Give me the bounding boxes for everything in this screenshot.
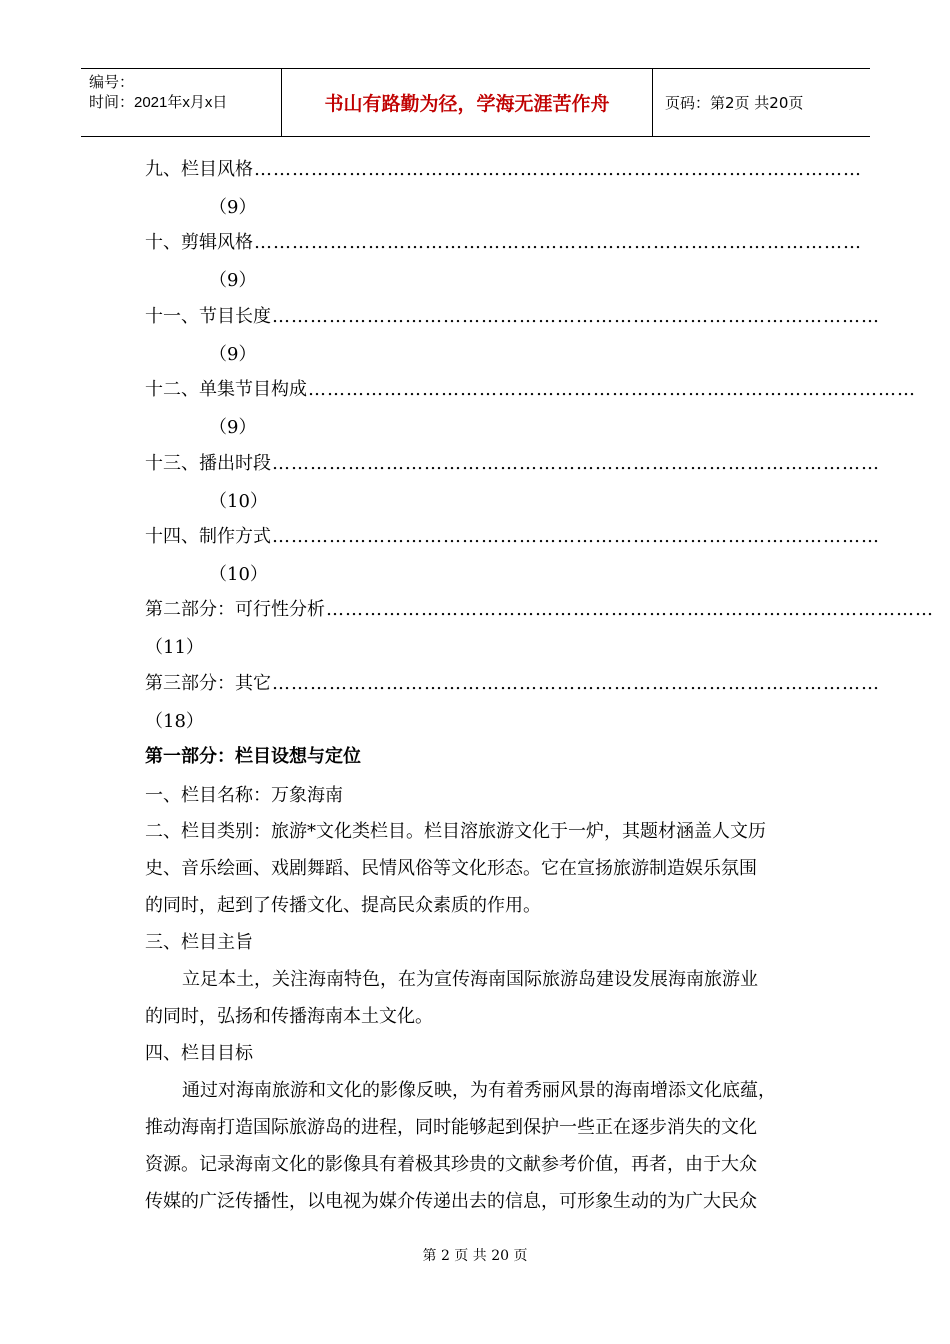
header-number-label: 编号： — [89, 74, 135, 91]
body-line: 一、栏目名称：万象海南 — [145, 785, 343, 806]
header-meta — [81, 69, 281, 136]
toc-title: 第二部分：可行性分析 — [145, 599, 325, 620]
toc-title: 制作方式 — [199, 526, 271, 547]
section-title: 第一部分：栏目设想与定位 — [145, 746, 361, 767]
toc-number: 十、 — [145, 232, 181, 253]
toc-leader-dots: …………………………………………………………………………………… — [254, 159, 862, 180]
toc-number: 十二、 — [145, 379, 199, 400]
body-line: 史、音乐绘画、戏剧舞蹈、民情风俗等文化形态。它在宣扬旅游制造娱乐氛围 — [145, 858, 757, 879]
body-line: 立足本土，关注海南特色，在为宣传海南国际旅游岛建设发展海南旅游业 — [182, 969, 758, 990]
toc-leader-dots: …………………………………………………………………………………… — [254, 232, 862, 253]
body-line: 四、栏目目标 — [145, 1043, 253, 1064]
toc-page-number: （9） — [209, 344, 257, 365]
header-motto: 书山有路勤为径，学海无涯苦作舟 — [281, 69, 653, 136]
header-time-label: 时间：2021年x月x日 — [89, 94, 228, 111]
toc-entry — [145, 378, 916, 402]
toc-number: 十四、 — [145, 526, 199, 547]
toc-leader-dots: …………………………………………………………………………………… — [326, 599, 934, 620]
toc-title: 播出时段 — [199, 453, 271, 474]
toc-page-number: （18） — [145, 711, 204, 732]
toc-page-number: （10） — [209, 564, 268, 585]
body-line: 的同时，弘扬和传播海南本土文化。 — [145, 1006, 433, 1027]
toc-page-number: （10） — [209, 491, 268, 512]
toc-title: 节目长度 — [199, 306, 271, 327]
toc-leader-dots: …………………………………………………………………………………… — [272, 453, 880, 474]
toc-entry — [145, 305, 880, 329]
toc-title: 栏目风格 — [181, 159, 253, 180]
toc-number: 九、 — [145, 159, 181, 180]
body-line: 二、栏目类别：旅游*文化类栏目。栏目溶旅游文化于一炉，其题材涵盖人文历 — [145, 821, 766, 842]
toc-title: 剪辑风格 — [181, 232, 253, 253]
toc-leader-dots: …………………………………………………………………………………… — [272, 526, 880, 547]
toc-title: 第三部分：其它 — [145, 673, 271, 694]
body-line: 资源。记录海南文化的影像具有着极其珍贵的文献参考价值，再者，由于大众 — [145, 1154, 757, 1175]
toc-title: 单集节目构成 — [199, 379, 307, 400]
toc-page-number: （9） — [209, 417, 257, 438]
toc-page-number: （11） — [145, 637, 204, 658]
body-line: 三、栏目主旨 — [145, 932, 253, 953]
header-page-info: 页码：第2页 共20页 — [665, 94, 804, 112]
body-line: 推动海南打造国际旅游岛的进程，同时能够起到保护一些正在逐步消失的文化 — [145, 1117, 757, 1138]
toc-entry — [145, 231, 862, 255]
toc-page-number: （9） — [209, 197, 257, 218]
body-line: 传媒的广泛传播性，以电视为媒介传递出去的信息，可形象生动的为广大民众 — [145, 1191, 757, 1212]
toc-number: 十一、 — [145, 306, 199, 327]
toc-number: 十三、 — [145, 453, 199, 474]
toc-entry — [145, 672, 880, 696]
toc-leader-dots: …………………………………………………………………………………… — [272, 306, 880, 327]
toc-entry — [145, 525, 880, 549]
page-footer-number: 第 2 页 共 20 页 — [422, 1248, 528, 1264]
toc-entry — [145, 598, 934, 622]
toc-page-number: （9） — [209, 270, 257, 291]
toc-leader-dots: …………………………………………………………………………………… — [272, 673, 880, 694]
toc-entry — [145, 158, 862, 182]
body-line: 通过对海南旅游和文化的影像反映，为有着秀丽风景的海南增添文化底蕴， — [182, 1080, 776, 1101]
toc-leader-dots: …………………………………………………………………………………… — [308, 379, 916, 400]
toc-entry — [145, 452, 880, 476]
body-line: 的同时，起到了传播文化、提高民众素质的作用。 — [145, 895, 541, 916]
page-header — [81, 68, 870, 137]
